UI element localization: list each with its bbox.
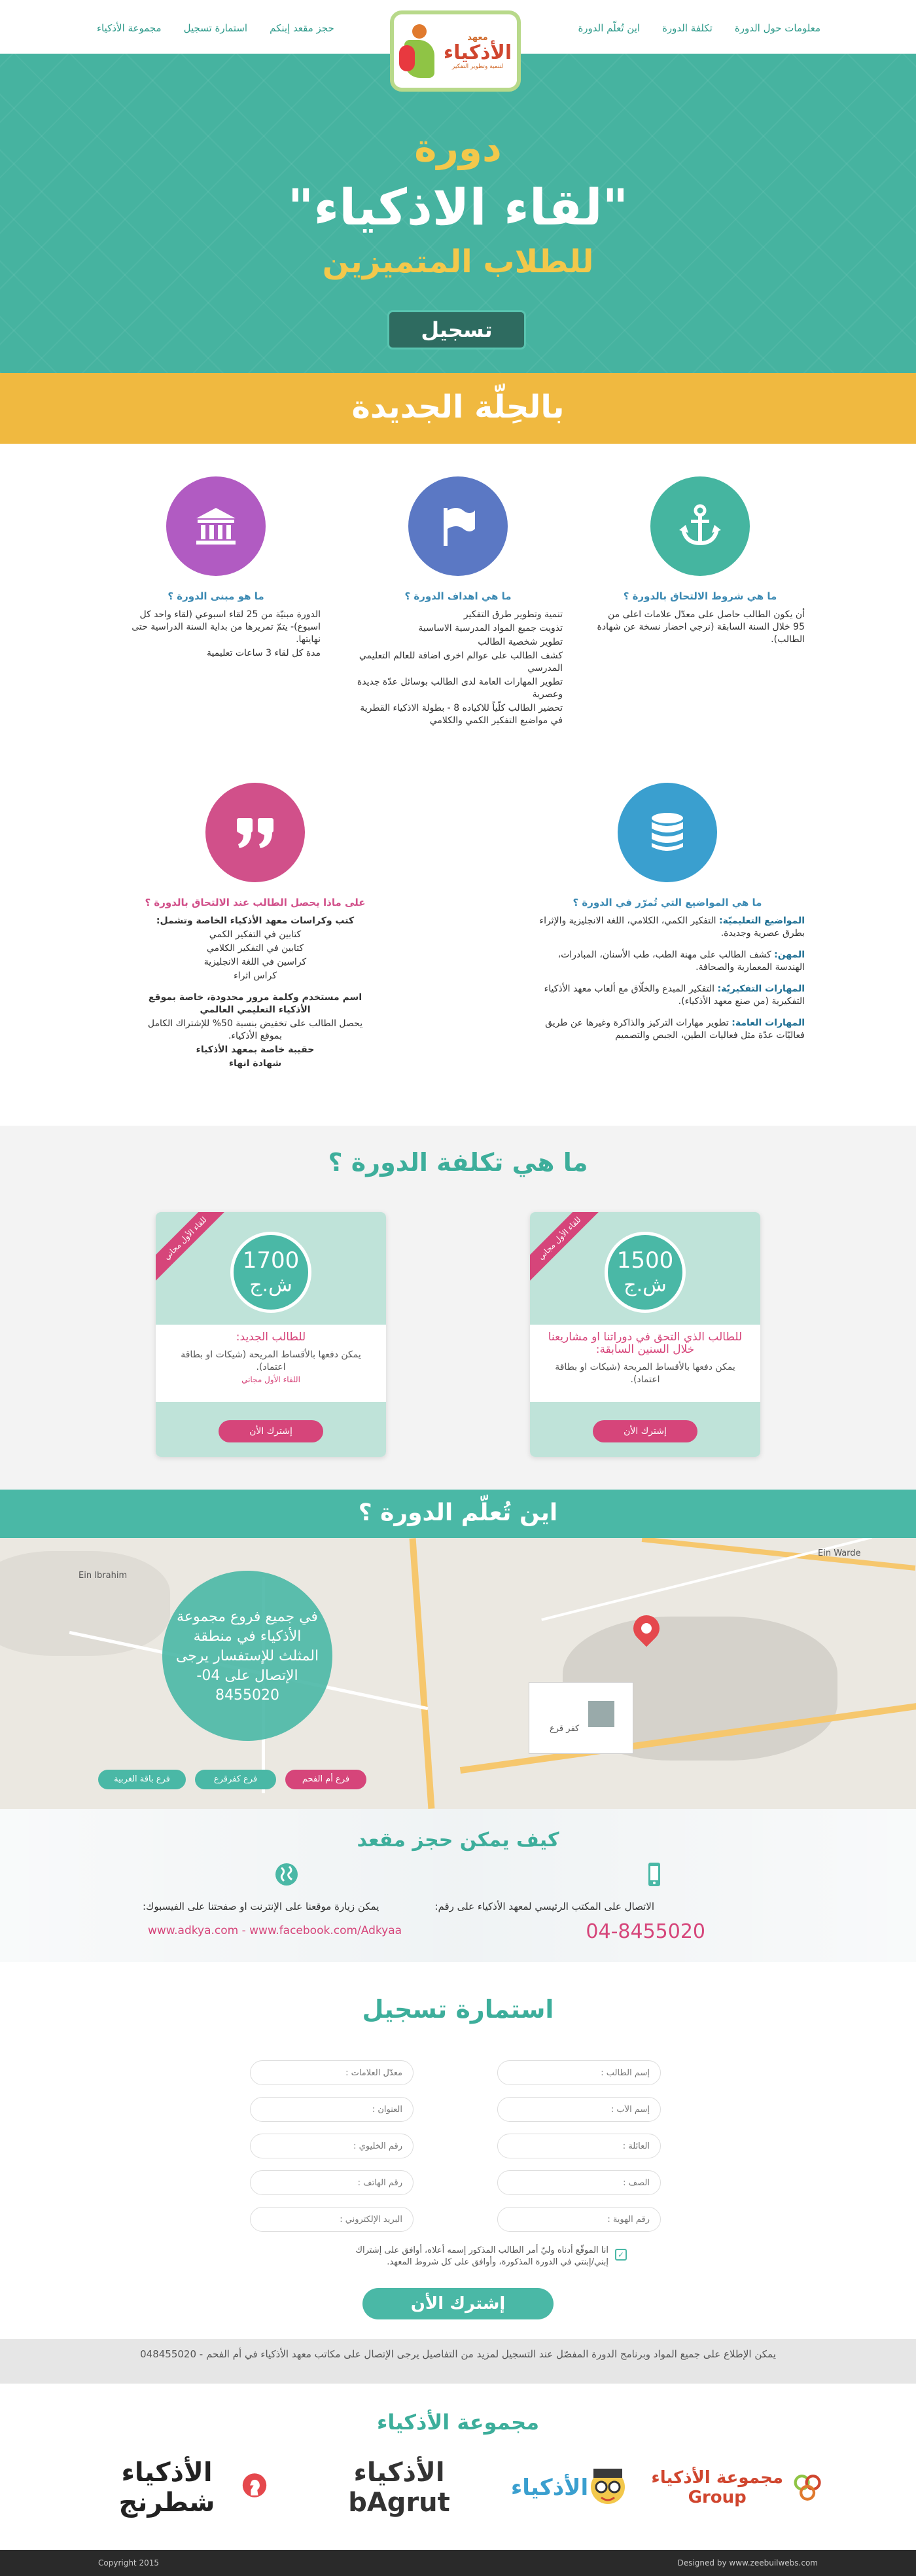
info-goals-text: تطوير المهارات العامة لدى الطالب بوسائل عدّة جديدة وعصرية: [357, 677, 563, 700]
subscribe-button[interactable]: إشترك الأن: [593, 1420, 697, 1442]
topic-professions: المهن: كشف الطالب على مهنة الطب، طب الأسنان، المبادرات، الهندسة المعمارية والصحافة.: [557, 950, 805, 973]
nav-item-course-info[interactable]: معلومات حول الدورة: [734, 22, 820, 34]
ribbon-free-first: للقاء الأول مجاني: [156, 1212, 231, 1284]
booking-web-text: يمكن زيارة موقعنا على الإنترنت او صفحتنا على الفيسبوك:: [143, 1901, 379, 1912]
nav-item-register-form[interactable]: استمارة تسجيل: [183, 22, 248, 34]
phone-input[interactable]: [250, 2170, 414, 2195]
info-benefits-body: [144, 915, 366, 1070]
chess-logo-text: الأذكياء شطرنج: [118, 2458, 215, 2518]
group-logo-text: مجموعة الأذكياء Group: [651, 2468, 783, 2507]
branch-kafr-qara-button[interactable]: فرع كفرقرع: [195, 1770, 276, 1789]
booking-section: [0, 1809, 916, 1962]
price-currency: ش.ج: [624, 1274, 667, 1297]
info-goals-body: [353, 609, 563, 727]
info-structure: [111, 476, 321, 661]
nav-item-where[interactable]: اين تُعلّم الدورة: [578, 22, 641, 34]
info-topics: [530, 783, 805, 1043]
info-topics-title: ما هي المواضيع التي تُمرّر في الدورة ؟: [572, 897, 762, 908]
agree-checkbox[interactable]: ✓: [615, 2249, 627, 2261]
institution-icon: [166, 476, 266, 576]
price-circle: [230, 1232, 311, 1313]
map-label: كفر قرع: [550, 1724, 580, 1734]
logo-adkya[interactable]: [497, 2452, 641, 2524]
email-input[interactable]: [250, 2207, 414, 2232]
nav-item-group[interactable]: مجموعة الأذكياء: [97, 22, 162, 34]
map-location-photo[interactable]: [529, 1682, 633, 1754]
price-card-returning: [530, 1212, 760, 1457]
booking-phone-text: الاتصال على المكتب الرئيسي لمعهد الأذكياء على رقم:: [434, 1901, 654, 1912]
benefit-item: يحصل الطالب على تخفيض بنسبة 50% للإشتراك الكامل بموقع الأذكياء.: [147, 1018, 363, 1041]
logo-figure-icon: [399, 23, 437, 79]
cartoon-face-icon: [588, 2465, 627, 2511]
info-goals-text: تحضير الطالب كلّياً للاكياده 8 - بطولة الاذكياء القطرية في مواضيع التفكير الكمي والكلامي: [360, 703, 563, 726]
booking-phone-number[interactable]: 04-8455020: [586, 1920, 705, 1943]
info-structure-text: مدة كل لقاء 3 ساعات تعليمية: [207, 648, 321, 658]
price-circle: [605, 1232, 686, 1313]
agree-text: انا الموقّع أدناه وليّ أمر الطالب المذكور إسمه أعلاه، أوافق على إشتراك إبني/إبنتي في الدورة المذكورة، وأوافق على كل شروط المعهد.: [355, 2245, 608, 2267]
logo-chess[interactable]: [98, 2452, 268, 2524]
topic-educational: المواضيع التعليميّة: التفكير الكمي، الكلامي، اللغة الانجليزية والإثراء بطرق عصرية وجديدة.: [539, 916, 805, 939]
location-map[interactable]: [0, 1538, 916, 1809]
footer: [0, 2550, 916, 2576]
nav-left-group: [97, 22, 334, 34]
info-structure-body: [111, 609, 321, 660]
logo-bagrut[interactable]: [321, 2452, 478, 2524]
topic-thinking-skills: المهارات التفكيريّة: التفكير المبدع والخلّاق مع ألعاب معهد الأذكياء التفكيرية (من صنع معهد الأذكياء).: [544, 984, 805, 1007]
adkya-logo-text: الأذكياء: [510, 2475, 589, 2501]
footer-designer[interactable]: Designed by www.zeebuilwebs.com: [677, 2558, 818, 2567]
info-conditions-title: ما هي شروط الالتحاق بالدورة ؟: [623, 590, 777, 602]
grade-average-input[interactable]: [250, 2060, 414, 2085]
where-title: اين تُعلّم الدورة ؟: [0, 1490, 916, 1538]
map-label: Ein Warde: [818, 1548, 861, 1558]
address-input[interactable]: [250, 2097, 414, 2122]
new-edition-banner: بالحِلّة الجديدة: [0, 373, 916, 444]
price-currency: ش.ج: [249, 1274, 292, 1297]
ribbon-free-first: للقاء الأول مجاني: [530, 1212, 605, 1284]
nav-item-cost[interactable]: تكلفة الدورة: [662, 22, 713, 34]
form-title: استمارة تسجيل: [362, 1995, 554, 2024]
student-name-input[interactable]: [497, 2060, 661, 2085]
info-conditions-body: [595, 609, 805, 646]
nav-item-book-seat[interactable]: حجز مقعد إبنكم: [270, 22, 334, 34]
submit-button[interactable]: إشترك الأن: [362, 2288, 554, 2319]
father-name-input[interactable]: [497, 2097, 661, 2122]
info-topics-body: [530, 915, 805, 1042]
anchor-icon: [650, 476, 750, 576]
site-logo[interactable]: [390, 10, 521, 92]
logo-group[interactable]: [648, 2452, 824, 2524]
price-card-headline: للطالب الجديد:: [236, 1331, 306, 1344]
benefit-item: كراسين في اللغة الانجليزية: [203, 957, 307, 967]
topic-general-skills: المهارات العامة: تطوير مهارات التركيز والذاكرة وغيرها عن طريق فعاليّات عدّة مثل فعاليات الطين، الجبص والتصميم: [545, 1018, 805, 1041]
globe-icon: [273, 1861, 300, 1887]
subscribe-button[interactable]: إشترك الأن: [219, 1420, 323, 1442]
benefit-item: كتابين في التفكير الكلامي: [206, 943, 304, 954]
nav-right-group: [578, 22, 820, 34]
info-structure-title: ما هو مبنى الدورة ؟: [167, 590, 264, 602]
info-benefits: [144, 783, 366, 1071]
benefit-item: حقيبة خاصة بمعهد الأذكياء: [196, 1045, 315, 1055]
info-goals-text: تطوير شخصية الطالب: [478, 637, 563, 647]
quote-icon: [205, 783, 305, 882]
cost-section: [0, 1126, 916, 1490]
map-label: Ein Ibrahim: [79, 1571, 128, 1581]
bagrut-logo-text: الأذكياء bAgrut: [348, 2458, 450, 2518]
price-card-desc: [156, 1331, 386, 1386]
benefit-item: كتب وكراسات معهد الأذكياء الخاصة وتشمل:: [156, 916, 355, 926]
branches-info-circle: في جميع فروع مجموعة الأذكياء في منطقة المثلث للإستفسار يرجى الإتصال على 04-8455020: [162, 1571, 332, 1741]
info-goals-text: تذويت جميع المواد المدرسية الاساسية: [418, 623, 563, 634]
info-goals-title: ما هي اهداف الدورة ؟: [404, 590, 512, 602]
info-goals-text: كشف الطالب على عوالم اخرى اضافة للعالم التعليمي المدرسي: [359, 651, 563, 673]
flag-icon: [408, 476, 508, 576]
hero: [0, 54, 916, 373]
benefit-item: شهادة انهاء: [228, 1058, 282, 1069]
info-goals-text: تنمية وتطوير طرق التفكير: [463, 609, 563, 620]
price-card-text: يمكن دفعها بالأقساط المريحة (شيكات او بطاقة اعتماد).: [181, 1350, 361, 1372]
price-card-new: [156, 1212, 386, 1457]
cost-title: ما هي تكلفة الدورة ؟: [328, 1148, 588, 1177]
price-card-note: اللقاء الأول مجاني: [241, 1375, 300, 1384]
notice-bar: يمكن الإطلاع على جميع المواد وبرنامج الدورة المفصّل عند التسجيل لمزيد من التفاصيل يرجى الإتصال على مكاتب معهد الأذكياء في أم الفحم - 048455020: [0, 2339, 916, 2384]
price-card-desc: [530, 1331, 760, 1386]
hero-line-3: للطلاب المتميزين: [322, 243, 594, 280]
info-conditions: [595, 476, 805, 647]
branch-baqa-button[interactable]: فرع باقة الغربية: [98, 1770, 186, 1789]
hero-register-button[interactable]: تسجيل: [387, 310, 526, 349]
database-icon: [618, 783, 717, 882]
logo-sub-text: لتنمية وتطوير التفكير: [451, 63, 504, 70]
price-card-headline: للطالب الذي التحق في دوراتنا او مشاريعنا خلال السنين السابقة:: [548, 1331, 743, 1356]
booking-web-links[interactable]: www.adkya.com - www.facebook.com/Adkyaa: [148, 1924, 402, 1937]
info-conditions-text: أن يكون الطالب حاصل على معدّل علامات اعلى من 95 خلال السنة السابقة (نرجي احضار نسخة عن شهادة الطالب).: [597, 609, 805, 645]
footer-copyright: Copyright 2015: [98, 2558, 159, 2567]
group-logo-icon: [792, 2465, 824, 2511]
benefit-item: كتابين في التفكير الكمي: [209, 929, 302, 940]
mobile-input[interactable]: [250, 2134, 414, 2158]
chess-piece-icon: [241, 2465, 268, 2511]
info-structure-text: الدورة مبنيّة من 25 لقاء اسبوعي (لقاء واحد كل اسبوع)- يتمّ تمريرها من بداية السنة الدراسية حتى نهايتها.: [132, 609, 321, 645]
price-value: 1700: [242, 1247, 300, 1274]
price-card-text: يمكن دفعها بالأقساط المريحة (شيكات او بطاقة اعتماد).: [555, 1362, 735, 1385]
benefit-item: كراس اثراء: [234, 971, 277, 981]
logo-text: [444, 33, 512, 70]
family-name-input[interactable]: [497, 2134, 661, 2158]
info-goals: [353, 476, 563, 728]
benefit-item: اسم مستخدم وكلمة مرور محدودة، خاصة بموقع الأذكياء التعليمي العالمي: [148, 992, 362, 1015]
id-number-input[interactable]: [497, 2207, 661, 2232]
hero-line-1: دورة: [414, 126, 502, 170]
group-title: مجموعة الأذكياء: [376, 2410, 540, 2435]
price-value: 1500: [616, 1247, 674, 1274]
branch-umm-alfahm-button[interactable]: فرع أم الفحم: [285, 1770, 366, 1789]
booking-title: كيف يمكن حجز مقعد: [357, 1829, 559, 1851]
logo-main-text: الأذكياء: [443, 41, 512, 64]
logo-small-text: معهد: [467, 32, 488, 43]
info-benefits-title: على ماذا يحصل الطالب عند الالتحاق بالدورة ؟: [145, 897, 366, 908]
mobile-phone-icon: [641, 1861, 667, 1887]
grade-input[interactable]: [497, 2170, 661, 2195]
hero-line-2: "لقاء الاذكياء": [287, 178, 629, 236]
